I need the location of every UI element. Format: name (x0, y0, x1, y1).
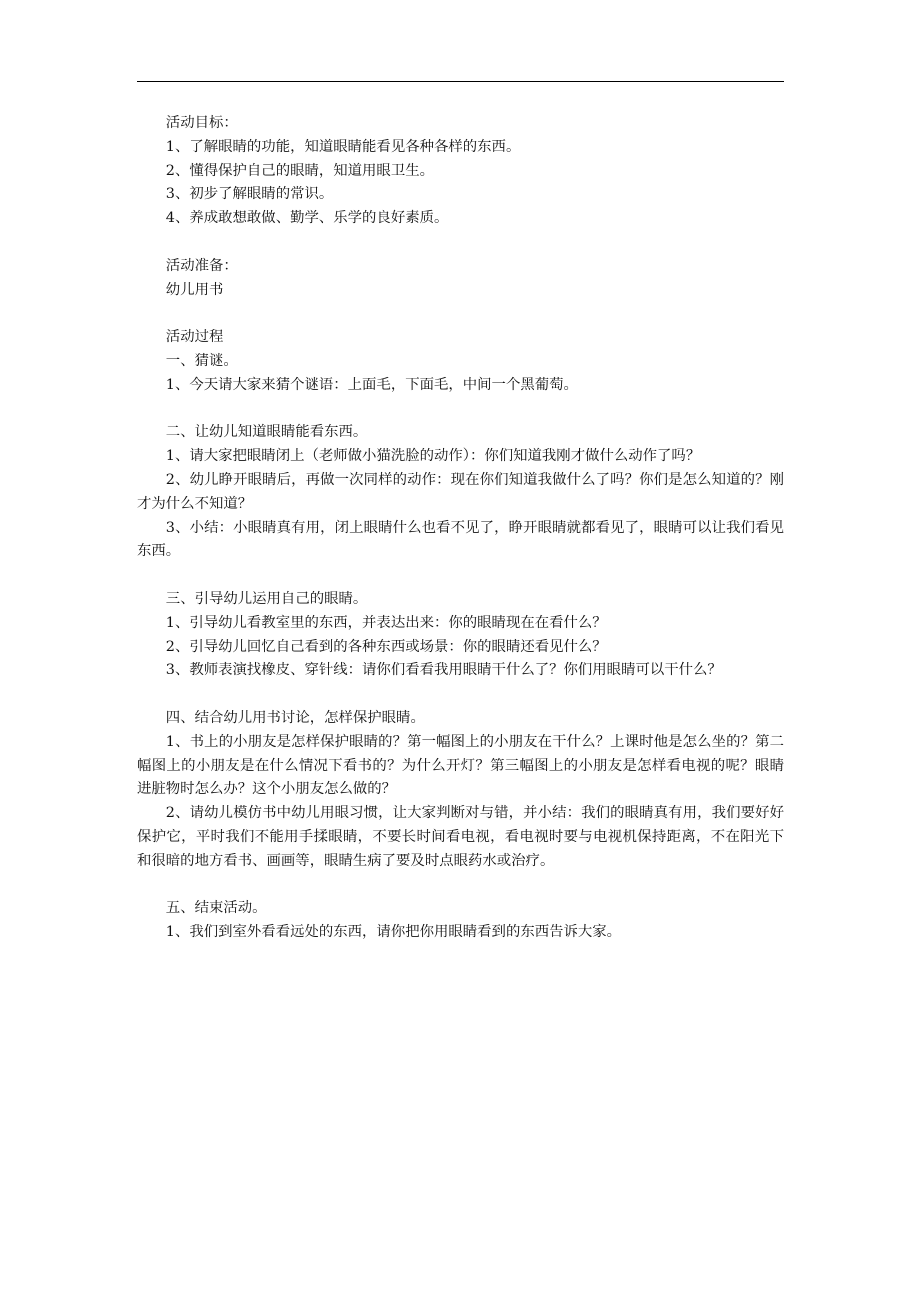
section-item: 1、请大家把眼睛闭上（老师做小猫洗脸的动作）：你们知道我刚才做什么动作了吗？ (165, 448, 701, 465)
goal-item: 4、养成敢想敢做、勤学、乐学的良好素质。 (165, 210, 449, 227)
section-item: 1、引导幼儿看教室里的东西，并表达出来：你的眼睛现在在看什么？ (165, 614, 607, 631)
section-item: 1、书上的小朋友是怎样保护眼睛的？第一幅图上的小朋友在干什么？上课时他是怎么坐的？第二幅图上的小朋友是在什么情况下看书的？为什么开灯？第三幅图上的小朋友是怎样看电视的呢？眼睛进脏物时怎么办？这个小朋友怎么做的？ (137, 733, 784, 798)
spacer (137, 683, 784, 707)
preparation-heading: 活动准备： (165, 257, 238, 274)
spacer (137, 874, 784, 898)
section-item: 3、教师表演找橡皮、穿针线：请你们看看我用眼睛干什么了？你们用眼睛可以干什么？ (165, 662, 722, 679)
section-title: 四、结合幼儿用书讨论，怎样保护眼睛。 (165, 709, 425, 726)
spacer (137, 231, 784, 255)
section-item: 1、我们到室外看看远处的东西，请你把你用眼睛看到的东西告诉大家。 (165, 924, 622, 941)
process-heading: 活动过程 (165, 329, 224, 346)
section-item: 2、请幼儿模仿书中幼儿用眼习惯，让大家判断对与错，并小结：我们的眼睛真有用，我们要好好保护它，平时我们不能用手揉眼睛，不要长时间看电视，看电视时要与电视机保持距离，不在阳光下和很暗的地方看书、画画等，眼睛生病了要及时点眼药水或治疗。 (137, 805, 784, 869)
spacer (137, 564, 784, 588)
section-item: 1、今天请大家来猜个谜语：上面毛，下面毛，中间一个黑葡萄。 (165, 376, 578, 393)
section-title: 二、让幼儿知道眼睛能看东西。 (165, 424, 368, 441)
section-title: 三、引导幼儿运用自己的眼睛。 (165, 590, 368, 607)
spacer (137, 302, 784, 326)
section-item: 2、幼儿睁开眼睛后，再做一次同样的动作：现在你们知道我做什么了吗？你们是怎么知道的？刚才为什么不知道？ (137, 471, 784, 512)
section-title: 一、猜谜。 (165, 352, 238, 369)
spacer (137, 398, 784, 422)
preparation-item: 幼儿用书 (165, 281, 224, 298)
section-item: 3、小结：小眼睛真有用，闭上眼睛什么也看不见了，睁开眼睛就都看见了，眼睛可以让我们看见东西。 (137, 519, 784, 560)
header-rule (137, 81, 784, 82)
goal-item: 2、懂得保护自己的眼睛，知道用眼卫生。 (165, 162, 434, 179)
document-body (137, 112, 784, 945)
section-title: 五、结束活动。 (165, 900, 267, 917)
goal-item: 1、了解眼睛的功能，知道眼睛能看见各种各样的东西。 (165, 138, 521, 155)
goal-item: 3、初步了解眼睛的常识。 (165, 186, 334, 203)
goals-heading: 活动目标： (165, 115, 238, 131)
section-item: 2、引导幼儿回忆自己看到的各种东西或场景：你的眼睛还看见什么？ (165, 638, 607, 655)
